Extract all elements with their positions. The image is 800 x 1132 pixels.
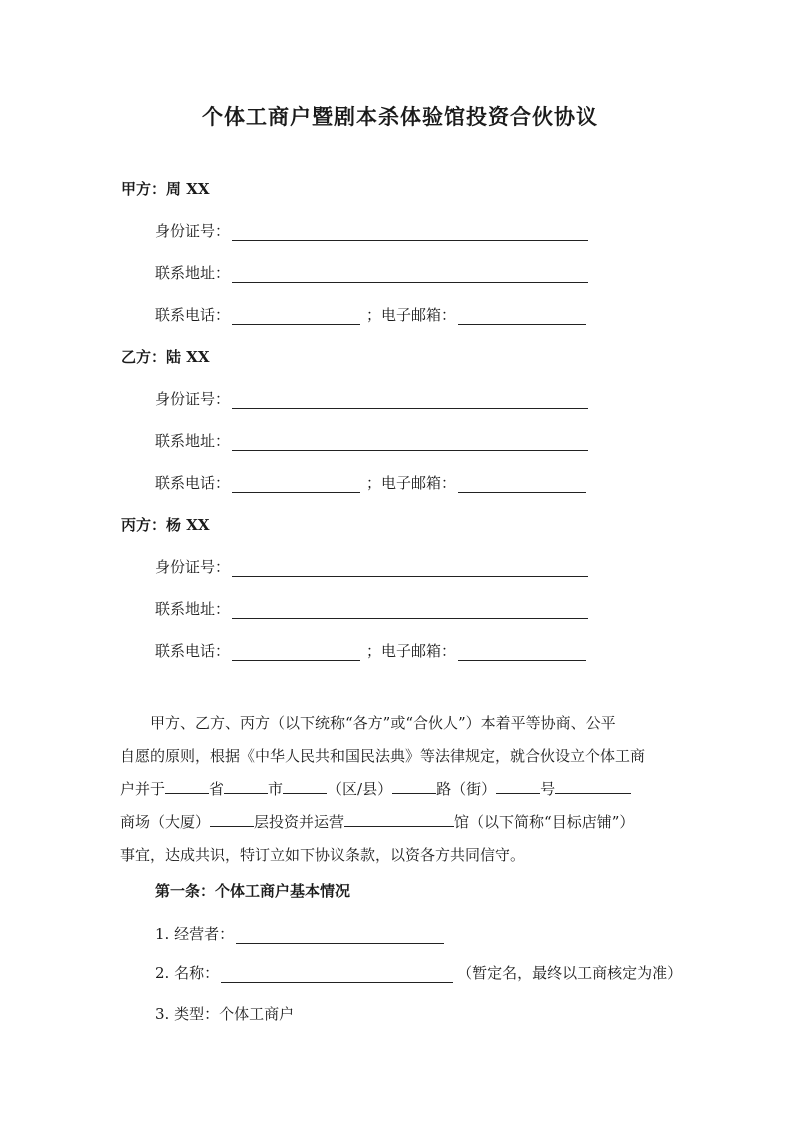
party-c-id-field: [155, 556, 588, 577]
email-blank: [458, 476, 586, 493]
party-a-id-field: [155, 220, 588, 241]
phone-label: 联系电话：: [155, 642, 231, 660]
intro-text: 户并于: [120, 780, 166, 798]
intro-line-4: [120, 806, 690, 839]
id-label: 身份证号：: [155, 222, 231, 240]
party-c-name: 丙方：杨 XX: [121, 516, 210, 534]
address-label: 联系地址：: [155, 264, 231, 282]
city-blank: [224, 778, 268, 794]
floor-blank: [210, 811, 254, 827]
intro-text: 省: [209, 780, 225, 798]
intro-line-2: 自愿的原则，根据《中华人民共和国民法典》等法律规定，就合伙设立个体工商: [120, 747, 646, 765]
id-label: 身份证号：: [155, 390, 231, 408]
operator-label: 1. 经营者：: [155, 925, 235, 943]
phone-label: 联系电话：: [155, 306, 231, 324]
intro-text: 号: [540, 780, 556, 798]
separator: ；: [366, 642, 382, 660]
phone-blank: [232, 476, 360, 493]
party-a-contact-field: [155, 304, 586, 325]
intro-line-1: 甲方、乙方、丙方（以下统称“各方”或“合伙人”）本着平等协商、公平: [150, 714, 616, 732]
address-blank: [232, 602, 588, 619]
mall-blank: [555, 778, 631, 794]
article-1-heading: 第一条：个体工商户基本情况: [155, 882, 351, 900]
operator-field: [155, 923, 444, 944]
email-label: 电子邮箱：: [381, 642, 457, 660]
document-title: 个体工商户暨剧本杀体验馆投资合伙协议: [202, 104, 598, 129]
name-field: [155, 962, 682, 983]
address-label: 联系地址：: [155, 432, 231, 450]
email-label: 电子邮箱：: [381, 306, 457, 324]
intro-text: （区/县）: [327, 780, 393, 798]
party-c-address-field: [155, 598, 588, 619]
email-blank: [458, 308, 586, 325]
intro-paragraph: [120, 707, 690, 872]
party-b-id-field: [155, 388, 588, 409]
separator: ；: [366, 306, 382, 324]
intro-line-5: 事宜，达成共识，特订立如下协议条款，以资各方共同信守。: [120, 846, 526, 864]
intro-text: 路（街）: [436, 780, 497, 798]
party-b-address-field: [155, 430, 588, 451]
id-blank: [232, 224, 588, 241]
address-label: 联系地址：: [155, 600, 231, 618]
party-a-address-field: [155, 262, 588, 283]
intro-text: 市: [268, 780, 284, 798]
intro-text: 商场（大厦）: [120, 813, 211, 831]
phone-label: 联系电话：: [155, 474, 231, 492]
name-note: （暂定名，最终以工商核定为准）: [457, 964, 683, 982]
email-label: 电子邮箱：: [381, 474, 457, 492]
province-blank: [165, 778, 209, 794]
id-blank: [232, 392, 588, 409]
name-blank: [221, 966, 453, 983]
district-blank: [283, 778, 327, 794]
venue-blank: [344, 811, 454, 827]
number-blank: [496, 778, 540, 794]
id-blank: [232, 560, 588, 577]
operator-blank: [236, 927, 444, 944]
address-blank: [232, 434, 588, 451]
type-label: 3. 类型：个体工商户: [155, 1005, 295, 1023]
intro-line-3: [120, 773, 690, 806]
intro-text: 馆（以下简称“目标店铺”）: [454, 813, 635, 831]
party-a-name: 甲方：周 XX: [121, 180, 210, 198]
party-b-contact-field: [155, 472, 586, 493]
party-b-name: 乙方：陆 XX: [121, 348, 210, 366]
road-blank: [392, 778, 436, 794]
intro-text: 层投资并运营: [254, 813, 345, 831]
separator: ；: [366, 474, 382, 492]
email-blank: [458, 644, 586, 661]
address-blank: [232, 266, 588, 283]
phone-blank: [232, 644, 360, 661]
type-field: [155, 1003, 294, 1024]
name-label: 2. 名称：: [155, 964, 220, 982]
party-c-contact-field: [155, 640, 586, 661]
phone-blank: [232, 308, 360, 325]
id-label: 身份证号：: [155, 558, 231, 576]
